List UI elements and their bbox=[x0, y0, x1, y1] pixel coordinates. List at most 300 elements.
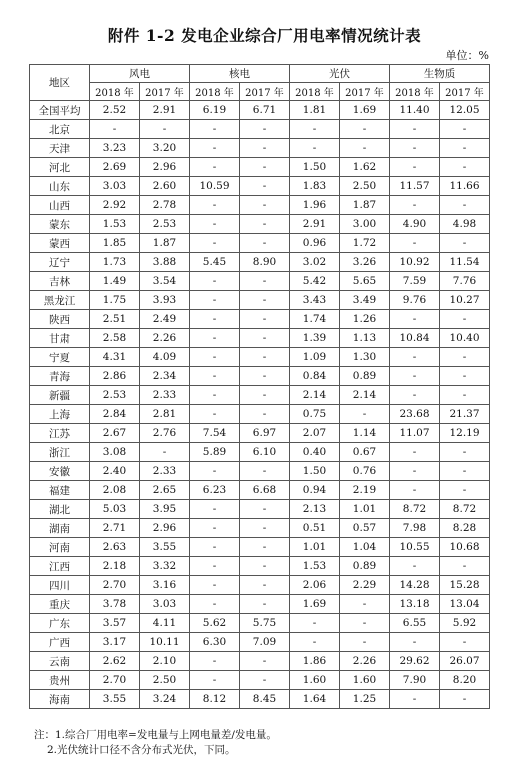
value-cell: 0.75 bbox=[290, 405, 340, 424]
value-cell: - bbox=[390, 310, 440, 329]
statistics-table bbox=[29, 64, 490, 709]
header-year: 2018 年 bbox=[90, 83, 140, 101]
value-cell: - bbox=[440, 196, 490, 215]
value-cell: 2.33 bbox=[140, 462, 190, 481]
document-title: 附件 1-2 发电企业综合厂用电率情况统计表 bbox=[107, 26, 422, 45]
value-cell: 3.55 bbox=[90, 690, 140, 709]
value-cell: 8.28 bbox=[440, 519, 490, 538]
value-cell: 4.11 bbox=[140, 614, 190, 633]
value-cell: - bbox=[440, 462, 490, 481]
value-cell: 1.85 bbox=[90, 234, 140, 253]
value-cell: - bbox=[190, 158, 240, 177]
value-cell: 0.89 bbox=[340, 557, 390, 576]
header-year: 2017 年 bbox=[340, 83, 390, 101]
value-cell: 3.93 bbox=[140, 291, 190, 310]
footnote: 注：1.综合厂用电率=发电量与上网电量差/发电量。 bbox=[34, 729, 277, 741]
value-cell: - bbox=[390, 196, 440, 215]
header-group-solar: 光伏 bbox=[290, 65, 390, 83]
value-cell: 1.69 bbox=[340, 101, 390, 120]
value-cell: 1.69 bbox=[290, 595, 340, 614]
value-cell: - bbox=[440, 139, 490, 158]
table-row bbox=[30, 652, 490, 671]
region-cell: 黑龙江 bbox=[30, 291, 90, 310]
value-cell: 5.03 bbox=[90, 500, 140, 519]
value-cell: 1.50 bbox=[290, 462, 340, 481]
value-cell: 3.24 bbox=[140, 690, 190, 709]
value-cell: 1.50 bbox=[290, 158, 340, 177]
region-cell: 浙江 bbox=[30, 443, 90, 462]
value-cell: - bbox=[240, 291, 290, 310]
value-cell: 2.92 bbox=[90, 196, 140, 215]
table-row bbox=[30, 215, 490, 234]
value-cell: 2.19 bbox=[340, 481, 390, 500]
value-cell: - bbox=[190, 519, 240, 538]
value-cell: 2.52 bbox=[90, 101, 140, 120]
value-cell: - bbox=[440, 633, 490, 652]
value-cell: - bbox=[240, 576, 290, 595]
region-cell: 安徽 bbox=[30, 462, 90, 481]
value-cell: 5.92 bbox=[440, 614, 490, 633]
value-cell: - bbox=[340, 633, 390, 652]
value-cell: - bbox=[440, 443, 490, 462]
region-cell: 福建 bbox=[30, 481, 90, 500]
region-cell: 广东 bbox=[30, 614, 90, 633]
value-cell: - bbox=[240, 367, 290, 386]
value-cell: 1.96 bbox=[290, 196, 340, 215]
value-cell: - bbox=[440, 234, 490, 253]
value-cell: - bbox=[190, 310, 240, 329]
region-cell: 山西 bbox=[30, 196, 90, 215]
value-cell: 1.87 bbox=[140, 234, 190, 253]
table-row bbox=[30, 462, 490, 481]
value-cell: - bbox=[240, 158, 290, 177]
value-cell: 1.73 bbox=[90, 253, 140, 272]
value-cell: 2.40 bbox=[90, 462, 140, 481]
value-cell: - bbox=[240, 595, 290, 614]
value-cell: 3.95 bbox=[140, 500, 190, 519]
value-cell: 7.59 bbox=[390, 272, 440, 291]
value-cell: 7.76 bbox=[440, 272, 490, 291]
value-cell: - bbox=[240, 500, 290, 519]
value-cell: 1.04 bbox=[340, 538, 390, 557]
table-row bbox=[30, 120, 490, 139]
value-cell: 5.45 bbox=[190, 253, 240, 272]
value-cell: 2.60 bbox=[140, 177, 190, 196]
table-row bbox=[30, 177, 490, 196]
value-cell: - bbox=[290, 614, 340, 633]
header-year: 2018 年 bbox=[390, 83, 440, 101]
value-cell: - bbox=[190, 538, 240, 557]
value-cell: - bbox=[190, 557, 240, 576]
value-cell: 12.19 bbox=[440, 424, 490, 443]
value-cell: 2.69 bbox=[90, 158, 140, 177]
value-cell: 11.07 bbox=[390, 424, 440, 443]
table-row bbox=[30, 367, 490, 386]
region-cell: 海南 bbox=[30, 690, 90, 709]
value-cell: 3.49 bbox=[340, 291, 390, 310]
value-cell: - bbox=[240, 196, 290, 215]
value-cell: 2.71 bbox=[90, 519, 140, 538]
value-cell: - bbox=[240, 538, 290, 557]
value-cell: 3.78 bbox=[90, 595, 140, 614]
value-cell: 6.23 bbox=[190, 481, 240, 500]
value-cell: 2.14 bbox=[290, 386, 340, 405]
value-cell: 2.33 bbox=[140, 386, 190, 405]
region-cell: 吉林 bbox=[30, 272, 90, 291]
value-cell: - bbox=[390, 557, 440, 576]
value-cell: 1.13 bbox=[340, 329, 390, 348]
table-row bbox=[30, 443, 490, 462]
value-cell: 2.10 bbox=[140, 652, 190, 671]
value-cell: - bbox=[240, 557, 290, 576]
value-cell: 2.06 bbox=[290, 576, 340, 595]
header-group-biomass: 生物质 bbox=[390, 65, 490, 83]
value-cell: - bbox=[190, 272, 240, 291]
value-cell: 2.91 bbox=[140, 101, 190, 120]
table-row bbox=[30, 196, 490, 215]
value-cell: 2.08 bbox=[90, 481, 140, 500]
header-year: 2018 年 bbox=[190, 83, 240, 101]
value-cell: - bbox=[240, 272, 290, 291]
value-cell: - bbox=[290, 139, 340, 158]
value-cell: 3.43 bbox=[290, 291, 340, 310]
value-cell: 11.66 bbox=[440, 177, 490, 196]
value-cell: - bbox=[240, 215, 290, 234]
value-cell: - bbox=[440, 481, 490, 500]
value-cell: 1.60 bbox=[290, 671, 340, 690]
value-cell: - bbox=[440, 310, 490, 329]
value-cell: - bbox=[340, 139, 390, 158]
value-cell: 26.07 bbox=[440, 652, 490, 671]
value-cell: 1.87 bbox=[340, 196, 390, 215]
value-cell: 10.68 bbox=[440, 538, 490, 557]
value-cell: 5.65 bbox=[340, 272, 390, 291]
region-cell: 天津 bbox=[30, 139, 90, 158]
value-cell: 10.27 bbox=[440, 291, 490, 310]
region-cell: 全国平均 bbox=[30, 101, 90, 120]
value-cell: 0.84 bbox=[290, 367, 340, 386]
table-row bbox=[30, 519, 490, 538]
value-cell: 3.54 bbox=[140, 272, 190, 291]
table-row bbox=[30, 614, 490, 633]
value-cell: - bbox=[190, 329, 240, 348]
footnotes bbox=[34, 728, 277, 758]
value-cell: 2.96 bbox=[140, 158, 190, 177]
region-cell: 湖南 bbox=[30, 519, 90, 538]
value-cell: 0.89 bbox=[340, 367, 390, 386]
value-cell: 1.30 bbox=[340, 348, 390, 367]
value-cell: - bbox=[190, 500, 240, 519]
value-cell: 2.26 bbox=[140, 329, 190, 348]
value-cell: - bbox=[240, 386, 290, 405]
value-cell: 2.91 bbox=[290, 215, 340, 234]
value-cell: - bbox=[240, 139, 290, 158]
value-cell: 2.58 bbox=[90, 329, 140, 348]
value-cell: 2.29 bbox=[340, 576, 390, 595]
value-cell: 1.26 bbox=[340, 310, 390, 329]
region-cell: 青海 bbox=[30, 367, 90, 386]
value-cell: - bbox=[240, 234, 290, 253]
value-cell: - bbox=[240, 405, 290, 424]
value-cell: - bbox=[390, 481, 440, 500]
table-row bbox=[30, 158, 490, 177]
value-cell: 23.68 bbox=[390, 405, 440, 424]
table-body bbox=[30, 101, 490, 709]
value-cell: 0.40 bbox=[290, 443, 340, 462]
value-cell: 13.04 bbox=[440, 595, 490, 614]
value-cell: - bbox=[190, 215, 240, 234]
value-cell: 2.76 bbox=[140, 424, 190, 443]
value-cell: 10.11 bbox=[140, 633, 190, 652]
value-cell: 2.50 bbox=[140, 671, 190, 690]
value-cell: 2.26 bbox=[340, 652, 390, 671]
value-cell: - bbox=[440, 690, 490, 709]
table-row bbox=[30, 101, 490, 120]
value-cell: 3.00 bbox=[340, 215, 390, 234]
value-cell: 0.94 bbox=[290, 481, 340, 500]
value-cell: 5.89 bbox=[190, 443, 240, 462]
value-cell: - bbox=[190, 120, 240, 139]
value-cell: 4.90 bbox=[390, 215, 440, 234]
value-cell: - bbox=[440, 367, 490, 386]
value-cell: 1.53 bbox=[290, 557, 340, 576]
value-cell: 2.81 bbox=[140, 405, 190, 424]
value-cell: - bbox=[390, 386, 440, 405]
value-cell: 8.45 bbox=[240, 690, 290, 709]
region-cell: 蒙西 bbox=[30, 234, 90, 253]
value-cell: 2.65 bbox=[140, 481, 190, 500]
value-cell: - bbox=[390, 443, 440, 462]
value-cell: 2.96 bbox=[140, 519, 190, 538]
region-cell: 广西 bbox=[30, 633, 90, 652]
region-cell: 山东 bbox=[30, 177, 90, 196]
value-cell: - bbox=[290, 120, 340, 139]
value-cell: - bbox=[390, 158, 440, 177]
value-cell: - bbox=[390, 462, 440, 481]
value-cell: - bbox=[390, 120, 440, 139]
value-cell: 15.28 bbox=[440, 576, 490, 595]
value-cell: 5.75 bbox=[240, 614, 290, 633]
region-cell: 甘肃 bbox=[30, 329, 90, 348]
table-row bbox=[30, 557, 490, 576]
table-row bbox=[30, 139, 490, 158]
value-cell: 3.57 bbox=[90, 614, 140, 633]
value-cell: - bbox=[190, 234, 240, 253]
value-cell: 14.28 bbox=[390, 576, 440, 595]
header-year: 2017 年 bbox=[140, 83, 190, 101]
value-cell: 1.39 bbox=[290, 329, 340, 348]
value-cell: 1.72 bbox=[340, 234, 390, 253]
value-cell: 6.68 bbox=[240, 481, 290, 500]
value-cell: - bbox=[190, 405, 240, 424]
value-cell: 0.67 bbox=[340, 443, 390, 462]
value-cell: 3.02 bbox=[290, 253, 340, 272]
value-cell: 3.55 bbox=[140, 538, 190, 557]
value-cell: 2.53 bbox=[90, 386, 140, 405]
table-row bbox=[30, 538, 490, 557]
value-cell: - bbox=[390, 234, 440, 253]
value-cell: 6.10 bbox=[240, 443, 290, 462]
table-row bbox=[30, 329, 490, 348]
value-cell: 1.53 bbox=[90, 215, 140, 234]
header-group-nuclear: 核电 bbox=[190, 65, 290, 83]
value-cell: 1.74 bbox=[290, 310, 340, 329]
value-cell: 2.34 bbox=[140, 367, 190, 386]
value-cell: - bbox=[190, 462, 240, 481]
value-cell: 4.09 bbox=[140, 348, 190, 367]
value-cell: 11.57 bbox=[390, 177, 440, 196]
value-cell: 2.51 bbox=[90, 310, 140, 329]
value-cell: 1.01 bbox=[290, 538, 340, 557]
value-cell: - bbox=[190, 652, 240, 671]
header-year: 2017 年 bbox=[240, 83, 290, 101]
value-cell: - bbox=[240, 652, 290, 671]
value-cell: 7.98 bbox=[390, 519, 440, 538]
value-cell: 5.62 bbox=[190, 614, 240, 633]
value-cell: 8.72 bbox=[440, 500, 490, 519]
value-cell: 8.12 bbox=[190, 690, 240, 709]
region-cell: 上海 bbox=[30, 405, 90, 424]
value-cell: 10.59 bbox=[190, 177, 240, 196]
value-cell: 10.40 bbox=[440, 329, 490, 348]
value-cell: 2.78 bbox=[140, 196, 190, 215]
value-cell: 13.18 bbox=[390, 595, 440, 614]
value-cell: - bbox=[390, 139, 440, 158]
value-cell: 2.50 bbox=[340, 177, 390, 196]
value-cell: 2.84 bbox=[90, 405, 140, 424]
header-year-row bbox=[30, 83, 490, 101]
value-cell: 2.49 bbox=[140, 310, 190, 329]
value-cell: 1.01 bbox=[340, 500, 390, 519]
value-cell: 2.70 bbox=[90, 671, 140, 690]
value-cell: - bbox=[240, 462, 290, 481]
table-row bbox=[30, 386, 490, 405]
value-cell: - bbox=[90, 120, 140, 139]
table-row bbox=[30, 500, 490, 519]
value-cell: - bbox=[190, 196, 240, 215]
region-cell: 四川 bbox=[30, 576, 90, 595]
value-cell: 2.07 bbox=[290, 424, 340, 443]
value-cell: 1.62 bbox=[340, 158, 390, 177]
table-row bbox=[30, 348, 490, 367]
value-cell: 1.81 bbox=[290, 101, 340, 120]
region-cell: 河南 bbox=[30, 538, 90, 557]
value-cell: 1.60 bbox=[340, 671, 390, 690]
value-cell: 10.55 bbox=[390, 538, 440, 557]
value-cell: 8.20 bbox=[440, 671, 490, 690]
table-row bbox=[30, 291, 490, 310]
table-row bbox=[30, 671, 490, 690]
value-cell: - bbox=[240, 310, 290, 329]
value-cell: 29.62 bbox=[390, 652, 440, 671]
value-cell: 6.97 bbox=[240, 424, 290, 443]
value-cell: - bbox=[390, 348, 440, 367]
value-cell: 10.84 bbox=[390, 329, 440, 348]
value-cell: - bbox=[190, 595, 240, 614]
region-cell: 新疆 bbox=[30, 386, 90, 405]
value-cell: 0.51 bbox=[290, 519, 340, 538]
table-row bbox=[30, 633, 490, 652]
value-cell: - bbox=[240, 329, 290, 348]
value-cell: - bbox=[140, 443, 190, 462]
value-cell: 3.03 bbox=[140, 595, 190, 614]
footnote: 2.光伏统计口径不含分布式光伏，下同。 bbox=[47, 744, 236, 756]
value-cell: 3.17 bbox=[90, 633, 140, 652]
header-region: 地区 bbox=[30, 65, 90, 101]
value-cell: 0.96 bbox=[290, 234, 340, 253]
value-cell: 2.86 bbox=[90, 367, 140, 386]
region-cell: 陕西 bbox=[30, 310, 90, 329]
value-cell: - bbox=[140, 120, 190, 139]
value-cell: 2.67 bbox=[90, 424, 140, 443]
region-cell: 云南 bbox=[30, 652, 90, 671]
value-cell: 3.23 bbox=[90, 139, 140, 158]
table-row bbox=[30, 576, 490, 595]
value-cell: - bbox=[440, 158, 490, 177]
value-cell: 3.03 bbox=[90, 177, 140, 196]
value-cell: - bbox=[340, 120, 390, 139]
value-cell: 12.05 bbox=[440, 101, 490, 120]
table-row bbox=[30, 310, 490, 329]
value-cell: - bbox=[390, 690, 440, 709]
value-cell: 6.19 bbox=[190, 101, 240, 120]
table-row bbox=[30, 234, 490, 253]
region-cell: 辽宁 bbox=[30, 253, 90, 272]
value-cell: 2.63 bbox=[90, 538, 140, 557]
value-cell: 5.42 bbox=[290, 272, 340, 291]
region-cell: 贵州 bbox=[30, 671, 90, 690]
region-cell: 江西 bbox=[30, 557, 90, 576]
value-cell: 11.54 bbox=[440, 253, 490, 272]
region-cell: 北京 bbox=[30, 120, 90, 139]
value-cell: - bbox=[390, 633, 440, 652]
region-cell: 宁夏 bbox=[30, 348, 90, 367]
value-cell: 2.53 bbox=[140, 215, 190, 234]
value-cell: 2.18 bbox=[90, 557, 140, 576]
value-cell: 6.55 bbox=[390, 614, 440, 633]
value-cell: - bbox=[340, 614, 390, 633]
value-cell: - bbox=[290, 633, 340, 652]
table-row bbox=[30, 424, 490, 443]
region-cell: 蒙东 bbox=[30, 215, 90, 234]
value-cell: 7.54 bbox=[190, 424, 240, 443]
value-cell: 0.57 bbox=[340, 519, 390, 538]
value-cell: 1.86 bbox=[290, 652, 340, 671]
value-cell: - bbox=[190, 576, 240, 595]
table-row bbox=[30, 405, 490, 424]
value-cell: 2.14 bbox=[340, 386, 390, 405]
value-cell: 2.70 bbox=[90, 576, 140, 595]
value-cell: 7.90 bbox=[390, 671, 440, 690]
unit-label: 单位：% bbox=[445, 49, 489, 62]
value-cell: 6.71 bbox=[240, 101, 290, 120]
value-cell: 4.98 bbox=[440, 215, 490, 234]
value-cell: 10.92 bbox=[390, 253, 440, 272]
value-cell: 21.37 bbox=[440, 405, 490, 424]
value-cell: 11.40 bbox=[390, 101, 440, 120]
value-cell: - bbox=[240, 348, 290, 367]
value-cell: - bbox=[440, 557, 490, 576]
value-cell: 7.09 bbox=[240, 633, 290, 652]
value-cell: - bbox=[190, 139, 240, 158]
value-cell: - bbox=[440, 348, 490, 367]
value-cell: 3.16 bbox=[140, 576, 190, 595]
value-cell: 1.64 bbox=[290, 690, 340, 709]
value-cell: 3.20 bbox=[140, 139, 190, 158]
value-cell: 0.76 bbox=[340, 462, 390, 481]
value-cell: 1.49 bbox=[90, 272, 140, 291]
value-cell: - bbox=[240, 519, 290, 538]
